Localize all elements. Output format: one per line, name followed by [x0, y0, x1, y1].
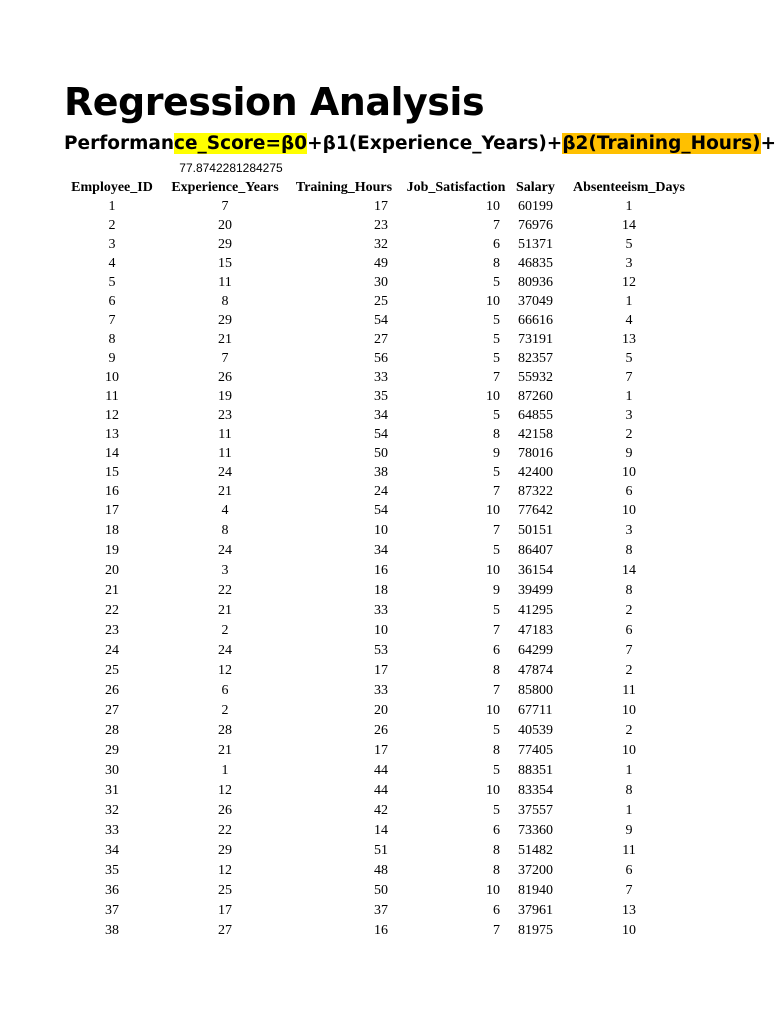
table-header-row — [62, 178, 690, 197]
regression-equation — [64, 130, 776, 158]
cell-employee-id: 34 — [105, 843, 119, 858]
cell-job-satisfaction: 8 — [493, 426, 500, 442]
cell-job-satisfaction: 10 — [486, 503, 500, 518]
cell-salary: 77405 — [518, 743, 553, 758]
cell-experience-years: 22 — [218, 583, 232, 598]
cell-training-hours: 44 — [374, 783, 388, 798]
table-row — [62, 349, 690, 368]
cell-salary: 87260 — [518, 388, 553, 404]
cell-training-hours: 34 — [374, 543, 388, 558]
cell-experience-years: 12 — [218, 863, 232, 878]
cell-absenteeism-days: 4 — [625, 312, 633, 328]
table-row — [62, 444, 690, 463]
table-row — [62, 881, 690, 901]
cell-salary: 64299 — [518, 643, 553, 658]
cell-employee-id: 10 — [105, 369, 119, 385]
cell-experience-years: 24 — [218, 464, 232, 480]
cell-training-hours: 53 — [374, 643, 388, 658]
cell-training-hours: 54 — [374, 426, 388, 442]
cell-salary: 50151 — [518, 523, 553, 538]
cell-absenteeism-days: 6 — [625, 863, 633, 878]
cell-training-hours: 33 — [374, 603, 388, 618]
cell-salary: 64855 — [518, 407, 553, 423]
cell-job-satisfaction: 10 — [486, 883, 500, 898]
table-body — [62, 197, 690, 941]
table-row — [62, 701, 690, 721]
cell-job-satisfaction: 10 — [486, 198, 500, 214]
table-row — [62, 292, 690, 311]
cell-training-hours: 16 — [374, 923, 388, 938]
cell-experience-years: 11 — [218, 426, 232, 442]
cell-salary: 42158 — [518, 426, 553, 442]
cell-salary: 39499 — [518, 583, 553, 598]
cell-salary: 37200 — [518, 863, 553, 878]
table-row — [62, 330, 690, 349]
cell-job-satisfaction: 10 — [486, 563, 500, 578]
cell-training-hours: 54 — [374, 503, 388, 518]
cell-experience-years: 8 — [221, 293, 229, 309]
cell-salary: 87322 — [518, 483, 553, 499]
cell-employee-id: 25 — [105, 663, 119, 678]
cell-training-hours: 10 — [374, 623, 388, 638]
cell-training-hours: 44 — [374, 763, 388, 778]
cell-training-hours: 33 — [374, 683, 388, 698]
cell-experience-years: 21 — [218, 743, 232, 758]
cell-experience-years: 2 — [221, 623, 229, 638]
cell-experience-years: 29 — [218, 843, 232, 858]
cell-absenteeism-days: 5 — [625, 236, 633, 252]
cell-absenteeism-days: 1 — [625, 198, 633, 214]
cell-employee-id: 8 — [108, 331, 116, 347]
cell-job-satisfaction: 5 — [493, 543, 500, 558]
table-row — [62, 601, 690, 621]
cell-training-hours: 17 — [374, 663, 388, 678]
cell-employee-id: 28 — [105, 723, 119, 738]
cell-absenteeism-days: 13 — [622, 331, 636, 347]
cell-absenteeism-days: 11 — [622, 843, 636, 858]
cell-employee-id: 9 — [108, 350, 116, 366]
cell-training-hours: 27 — [374, 331, 388, 347]
table-row — [62, 197, 690, 216]
cell-employee-id: 15 — [105, 464, 119, 480]
cell-salary: 81940 — [518, 883, 553, 898]
table-row — [62, 311, 690, 330]
cell-job-satisfaction: 6 — [493, 903, 500, 918]
cell-training-hours: 18 — [374, 583, 388, 598]
cell-job-satisfaction: 8 — [493, 843, 500, 858]
cell-salary: 77642 — [518, 503, 553, 518]
table-row — [62, 406, 690, 425]
table-row — [62, 921, 690, 941]
cell-absenteeism-days: 10 — [622, 464, 636, 480]
cell-job-satisfaction: 8 — [493, 743, 500, 758]
cell-employee-id: 2 — [108, 217, 116, 233]
cell-salary: 51371 — [518, 236, 553, 252]
cell-experience-years: 7 — [221, 350, 229, 366]
cell-experience-years: 8 — [221, 523, 229, 538]
cell-experience-years: 21 — [218, 603, 232, 618]
cell-salary: 85800 — [518, 683, 553, 698]
cell-job-satisfaction: 9 — [493, 583, 500, 598]
cell-employee-id: 24 — [105, 643, 119, 658]
cell-salary: 36154 — [518, 563, 553, 578]
cell-training-hours: 14 — [374, 823, 388, 838]
cell-job-satisfaction: 5 — [493, 803, 500, 818]
table-row — [62, 901, 690, 921]
cell-job-satisfaction: 7 — [493, 623, 500, 638]
cell-job-satisfaction: 10 — [486, 293, 500, 309]
cell-absenteeism-days: 13 — [622, 903, 636, 918]
cell-absenteeism-days: 1 — [625, 803, 633, 818]
cell-job-satisfaction: 5 — [493, 723, 500, 738]
cell-experience-years: 26 — [218, 803, 232, 818]
table-row — [62, 621, 690, 641]
cell-absenteeism-days: 14 — [622, 217, 636, 233]
cell-job-satisfaction: 7 — [493, 217, 500, 233]
cell-salary: 51482 — [518, 843, 553, 858]
cell-absenteeism-days: 8 — [625, 543, 633, 558]
cell-absenteeism-days: 10 — [622, 923, 636, 938]
cell-salary: 80936 — [518, 274, 553, 290]
cell-employee-id: 26 — [105, 683, 119, 698]
cell-absenteeism-days: 10 — [622, 503, 636, 518]
cell-salary: 83354 — [518, 783, 553, 798]
header-experience-years: Experience_Years — [171, 179, 279, 195]
cell-employee-id: 33 — [105, 823, 119, 838]
cell-salary: 37961 — [518, 903, 553, 918]
header-job-satisfaction: Job_Satisfaction — [406, 179, 506, 195]
cell-training-hours: 25 — [374, 293, 388, 309]
cell-employee-id: 23 — [105, 623, 119, 638]
cell-employee-id: 38 — [105, 923, 119, 938]
cell-absenteeism-days: 12 — [622, 274, 636, 290]
cell-job-satisfaction: 7 — [493, 523, 500, 538]
cell-absenteeism-days: 3 — [625, 407, 633, 423]
cell-job-satisfaction: 9 — [493, 445, 500, 461]
cell-job-satisfaction: 10 — [486, 388, 500, 404]
cell-experience-years: 7 — [221, 198, 229, 214]
cell-job-satisfaction: 5 — [493, 603, 500, 618]
cell-experience-years: 3 — [221, 563, 229, 578]
cell-employee-id: 31 — [105, 783, 119, 798]
cell-employee-id: 14 — [105, 445, 119, 461]
cell-absenteeism-days: 7 — [625, 883, 633, 898]
cell-employee-id: 29 — [105, 743, 119, 758]
cell-training-hours: 30 — [374, 274, 388, 290]
cell-experience-years: 28 — [218, 723, 232, 738]
cell-job-satisfaction: 8 — [493, 663, 500, 678]
cell-experience-years: 12 — [218, 783, 232, 798]
table-row — [62, 541, 690, 561]
cell-experience-years: 22 — [218, 823, 232, 838]
header-employee-id: Employee_ID — [71, 179, 153, 195]
cell-absenteeism-days: 2 — [625, 426, 633, 442]
cell-employee-id: 32 — [105, 803, 119, 818]
cell-employee-id: 12 — [105, 407, 119, 423]
table-row — [62, 561, 690, 581]
table-row — [62, 425, 690, 444]
cell-employee-id: 1 — [108, 198, 116, 214]
cell-salary: 55932 — [518, 369, 553, 385]
table-row — [62, 387, 690, 406]
cell-experience-years: 12 — [218, 663, 232, 678]
cell-job-satisfaction: 5 — [493, 464, 500, 480]
cell-employee-id: 5 — [108, 274, 116, 290]
header-absenteeism-days: Absenteeism_Days — [573, 179, 685, 195]
cell-job-satisfaction: 8 — [493, 255, 500, 271]
cell-experience-years: 23 — [218, 407, 232, 423]
table-row — [62, 216, 690, 235]
cell-training-hours: 16 — [374, 563, 388, 578]
table-row — [62, 273, 690, 292]
cell-salary: 47183 — [518, 623, 553, 638]
cell-employee-id: 18 — [105, 523, 119, 538]
table-row — [62, 801, 690, 821]
cell-absenteeism-days: 2 — [625, 723, 633, 738]
cell-job-satisfaction: 6 — [493, 823, 500, 838]
cell-employee-id: 22 — [105, 603, 119, 618]
cell-absenteeism-days: 3 — [625, 523, 633, 538]
employee-data-table — [62, 178, 690, 941]
cell-training-hours: 49 — [374, 255, 388, 271]
cell-absenteeism-days: 8 — [625, 783, 633, 798]
cell-training-hours: 50 — [374, 883, 388, 898]
cell-training-hours: 51 — [374, 843, 388, 858]
cell-job-satisfaction: 7 — [493, 923, 500, 938]
cell-training-hours: 17 — [374, 198, 388, 214]
computed-value-cell: 77.8742281284275 — [179, 161, 283, 175]
cell-experience-years: 27 — [218, 923, 232, 938]
equation-part-orange: β2(Training_Hours) — [562, 133, 761, 154]
cell-experience-years: 24 — [218, 543, 232, 558]
cell-experience-years: 29 — [218, 236, 232, 252]
cell-absenteeism-days: 9 — [625, 823, 633, 838]
cell-absenteeism-days: 8 — [625, 583, 633, 598]
cell-experience-years: 1 — [221, 763, 229, 778]
cell-experience-years: 17 — [218, 903, 232, 918]
cell-job-satisfaction: 7 — [493, 483, 500, 499]
cell-training-hours: 24 — [374, 483, 388, 499]
cell-experience-years: 6 — [221, 683, 229, 698]
equation-part-middle: +β1(Experience_Years)+ — [307, 133, 563, 154]
cell-job-satisfaction: 5 — [493, 407, 500, 423]
cell-absenteeism-days: 6 — [625, 623, 633, 638]
cell-experience-years: 25 — [218, 883, 232, 898]
cell-salary: 42400 — [518, 464, 553, 480]
cell-employee-id: 19 — [105, 543, 119, 558]
cell-experience-years: 15 — [218, 255, 232, 271]
cell-absenteeism-days: 11 — [622, 683, 636, 698]
cell-salary: 73191 — [518, 331, 553, 347]
table-row — [62, 741, 690, 761]
cell-training-hours: 48 — [374, 863, 388, 878]
cell-job-satisfaction: 8 — [493, 863, 500, 878]
table-row — [62, 581, 690, 601]
cell-employee-id: 27 — [105, 703, 119, 718]
cell-training-hours: 20 — [374, 703, 388, 718]
cell-absenteeism-days: 3 — [625, 255, 633, 271]
table-row — [62, 235, 690, 254]
cell-training-hours: 56 — [374, 350, 388, 366]
cell-salary: 78016 — [518, 445, 553, 461]
cell-experience-years: 26 — [218, 369, 232, 385]
cell-salary: 41295 — [518, 603, 553, 618]
cell-experience-years: 21 — [218, 483, 232, 499]
cell-training-hours: 38 — [374, 464, 388, 480]
cell-experience-years: 21 — [218, 331, 232, 347]
cell-salary: 82357 — [518, 350, 553, 366]
table-row — [62, 781, 690, 801]
equation-part-yellow: ce_Score=β0 — [174, 133, 308, 154]
cell-experience-years: 29 — [218, 312, 232, 328]
cell-training-hours: 37 — [374, 903, 388, 918]
cell-job-satisfaction: 10 — [486, 703, 500, 718]
cell-employee-id: 4 — [108, 255, 116, 271]
table-row — [62, 841, 690, 861]
cell-job-satisfaction: 6 — [493, 236, 500, 252]
cell-training-hours: 42 — [374, 803, 388, 818]
cell-job-satisfaction: 5 — [493, 350, 500, 366]
cell-salary: 73360 — [518, 823, 553, 838]
cell-employee-id: 20 — [105, 563, 119, 578]
cell-absenteeism-days: 2 — [625, 603, 633, 618]
cell-training-hours: 17 — [374, 743, 388, 758]
cell-training-hours: 35 — [374, 388, 388, 404]
cell-employee-id: 3 — [108, 236, 116, 252]
cell-employee-id: 35 — [105, 863, 119, 878]
cell-job-satisfaction: 5 — [493, 312, 500, 328]
cell-employee-id: 11 — [105, 388, 119, 404]
cell-job-satisfaction: 5 — [493, 763, 500, 778]
header-salary: Salary — [516, 179, 555, 195]
table-row — [62, 482, 690, 501]
cell-job-satisfaction: 7 — [493, 369, 500, 385]
cell-training-hours: 23 — [374, 217, 388, 233]
cell-salary: 60199 — [518, 198, 553, 214]
cell-job-satisfaction: 7 — [493, 683, 500, 698]
cell-absenteeism-days: 2 — [625, 663, 633, 678]
cell-experience-years: 4 — [221, 503, 229, 518]
cell-absenteeism-days: 7 — [625, 643, 633, 658]
equation-part-plain: Performan — [64, 133, 175, 154]
cell-employee-id: 16 — [105, 483, 119, 499]
cell-experience-years: 19 — [218, 388, 232, 404]
cell-salary: 86407 — [518, 543, 553, 558]
table-row — [62, 254, 690, 273]
table-row — [62, 761, 690, 781]
table-row — [62, 463, 690, 482]
cell-job-satisfaction: 10 — [486, 783, 500, 798]
cell-salary: 47874 — [518, 663, 553, 678]
cell-absenteeism-days: 10 — [622, 743, 636, 758]
table-row — [62, 521, 690, 541]
cell-employee-id: 21 — [105, 583, 119, 598]
cell-experience-years: 11 — [218, 274, 232, 290]
cell-absenteeism-days: 10 — [622, 703, 636, 718]
cell-employee-id: 17 — [105, 503, 119, 518]
cell-training-hours: 54 — [374, 312, 388, 328]
table-row — [62, 681, 690, 701]
cell-experience-years: 11 — [218, 445, 232, 461]
table-row — [62, 821, 690, 841]
cell-absenteeism-days: 1 — [625, 763, 633, 778]
cell-absenteeism-days: 6 — [625, 483, 633, 499]
cell-salary: 88351 — [518, 763, 553, 778]
sheet-title: Regression Analysis — [64, 80, 485, 124]
cell-salary: 81975 — [518, 923, 553, 938]
cell-job-satisfaction: 6 — [493, 643, 500, 658]
cell-employee-id: 37 — [105, 903, 119, 918]
cell-training-hours: 50 — [374, 445, 388, 461]
cell-absenteeism-days: 9 — [625, 445, 633, 461]
cell-employee-id: 7 — [108, 312, 116, 328]
table-row — [62, 641, 690, 661]
cell-experience-years: 20 — [218, 217, 232, 233]
cell-employee-id: 30 — [105, 763, 119, 778]
cell-absenteeism-days: 1 — [625, 388, 633, 404]
table-row — [62, 861, 690, 881]
cell-salary: 37049 — [518, 293, 553, 309]
cell-employee-id: 6 — [108, 293, 116, 309]
cell-job-satisfaction: 5 — [493, 331, 500, 347]
cell-salary: 40539 — [518, 723, 553, 738]
cell-salary: 66616 — [518, 312, 553, 328]
cell-salary: 37557 — [518, 803, 553, 818]
cell-training-hours: 34 — [374, 407, 388, 423]
header-training-hours: Training_Hours — [295, 179, 393, 195]
cell-salary: 46835 — [518, 255, 553, 271]
cell-training-hours: 33 — [374, 369, 388, 385]
equation-part-tail: + — [760, 133, 776, 154]
cell-experience-years: 2 — [221, 703, 229, 718]
cell-absenteeism-days: 7 — [625, 369, 633, 385]
cell-training-hours: 10 — [374, 523, 388, 538]
cell-absenteeism-days: 1 — [625, 293, 633, 309]
table-row — [62, 721, 690, 741]
cell-salary: 67711 — [518, 703, 553, 718]
table-row — [62, 501, 690, 521]
cell-experience-years: 24 — [218, 643, 232, 658]
cell-absenteeism-days: 5 — [625, 350, 633, 366]
cell-training-hours: 26 — [374, 723, 388, 738]
table-row — [62, 661, 690, 681]
table-row — [62, 368, 690, 387]
cell-employee-id: 36 — [105, 883, 119, 898]
cell-training-hours: 32 — [374, 236, 388, 252]
cell-absenteeism-days: 14 — [622, 563, 636, 578]
cell-job-satisfaction: 5 — [493, 274, 500, 290]
cell-salary: 76976 — [518, 217, 553, 233]
cell-employee-id: 13 — [105, 426, 119, 442]
